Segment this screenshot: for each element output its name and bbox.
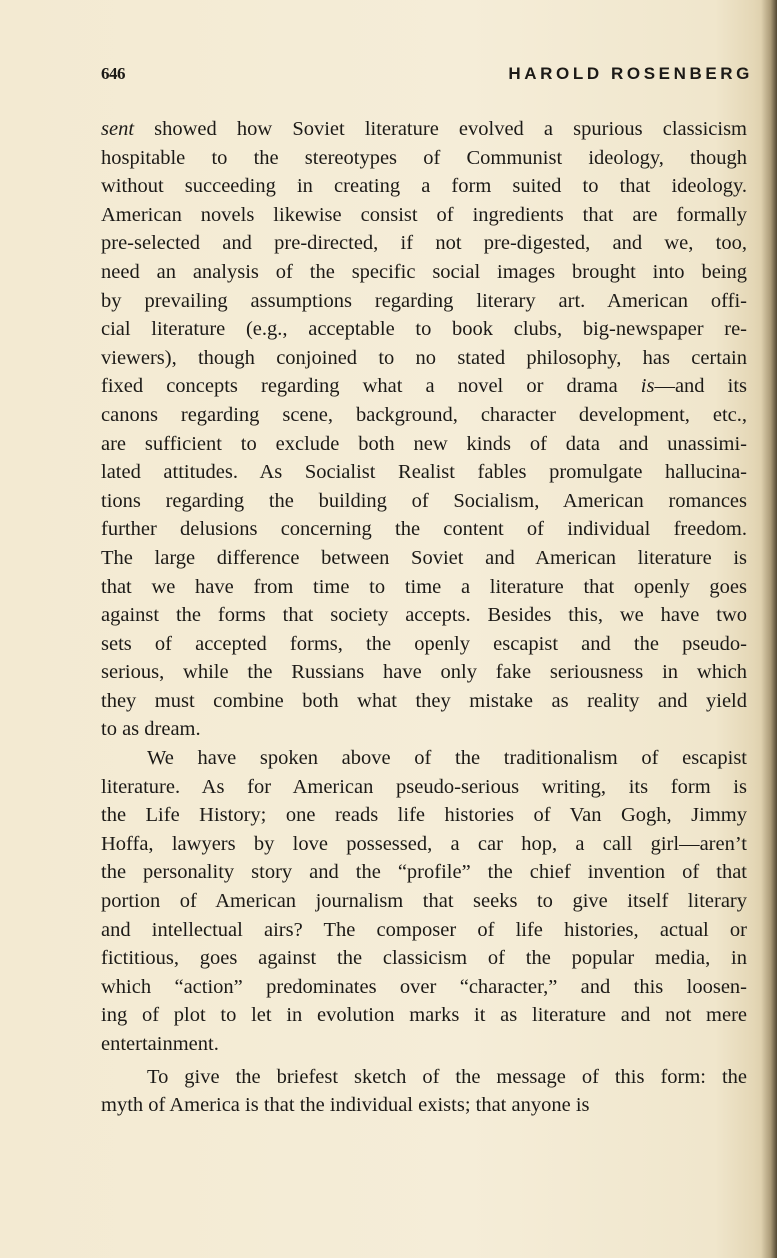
line-text: that we have from time to time a literature that openly goes (101, 575, 747, 598)
line-text: The large difference between Soviet and American literature is (101, 546, 747, 569)
body-text (101, 115, 747, 1120)
text-line (101, 287, 747, 316)
line-text: portion of American journalism that seeks to give itself literary (101, 890, 747, 913)
text-line (101, 715, 747, 744)
line-text: hospitable to the stereotypes of Communist ideology, though (101, 146, 747, 169)
line-text: fictitious, goes against the classicism of the popular media, in (101, 947, 747, 970)
text-line (101, 773, 747, 802)
line-text: further delusions concerning the content of individual freedom. (101, 518, 747, 541)
text-line (101, 115, 747, 144)
line-text: American novels likewise consist of ingredients that are formally (101, 203, 747, 226)
line-text: serious, while the Russians have only fake seriousness in which (101, 661, 747, 684)
text-line (101, 973, 747, 1002)
text-line (101, 344, 747, 373)
running-head: HAROLD ROSENBERG (508, 64, 753, 83)
text-line (101, 430, 747, 459)
line-text: myth of America is that the individual exists; that anyone is (101, 1094, 590, 1117)
text-line (101, 515, 747, 544)
text-line (101, 487, 747, 516)
line-text: by prevailing assumptions regarding literary art. American offi- (101, 289, 747, 312)
text-line (101, 315, 747, 344)
line-text: ing of plot to let in evolution marks it as literature and not mere (101, 1004, 747, 1027)
line-text: sets of accepted forms, the openly escapist and the pseudo- (101, 632, 747, 655)
line-text: lated attitudes. As Socialist Realist fables promulgate hallucina- (101, 461, 747, 484)
line-text: entertainment. (101, 1033, 219, 1055)
line-text: against the forms that society accepts. Besides this, we have two (101, 604, 747, 627)
line-text: they must combine both what they mistake as reality and yield (101, 689, 747, 712)
text-line (101, 744, 747, 773)
line-text: viewers), though conjoined to no stated philosophy, has certain (101, 346, 747, 369)
line-text: are sufficient to exclude both new kinds of data and unassimi- (101, 432, 747, 455)
paragraph (101, 1063, 747, 1120)
text-line (101, 887, 747, 916)
text-line (101, 1001, 747, 1030)
text-line (101, 801, 747, 830)
page-header (101, 62, 753, 90)
text-line (101, 544, 747, 573)
text-line (101, 1091, 747, 1120)
text-line (101, 601, 747, 630)
text-line (101, 144, 747, 173)
italic-word: is (640, 375, 655, 398)
text-line (101, 858, 747, 887)
line-text: We have spoken above of the traditionalism of escapist (147, 747, 747, 770)
italic-word: sent (101, 118, 135, 140)
text-line (101, 172, 747, 201)
line-text: need an analysis of the specific social images brought into being (101, 260, 747, 283)
text-line (101, 1030, 747, 1059)
line-text: the personality story and the “profile” the chief invention of that (101, 861, 747, 884)
line-text: and intellectual airs? The composer of life histories, actual or (101, 918, 747, 941)
text-line (101, 658, 747, 687)
text-line (101, 830, 747, 859)
line-text: without succeeding in creating a form suited to that ideology. (101, 175, 747, 198)
paragraph (101, 744, 747, 1059)
page-gutter-shadow (761, 0, 777, 1258)
line-text: cial literature (e.g., acceptable to book clubs, big-newspaper re- (101, 318, 747, 341)
text-line (101, 201, 747, 230)
text-line (101, 687, 747, 716)
line-text: To give the briefest sketch of the message of this form: the (147, 1065, 747, 1088)
line-text: tions regarding the building of Socialism, American romances (101, 489, 747, 512)
line-text: which “action” predominates over “character,” and this loosen- (101, 975, 747, 998)
text-line (101, 372, 747, 401)
line-text: literature. As for American pseudo-serious writing, its form is (101, 775, 747, 798)
line-text: canons regarding scene, background, character development, etc., (101, 403, 747, 426)
line-text: showed how Soviet literature evolved a spurious classicism (134, 118, 747, 140)
text-line (101, 916, 747, 945)
text-line (101, 630, 747, 659)
text-line (101, 944, 747, 973)
line-text: fixed concepts regarding what a novel or drama (101, 375, 641, 398)
line-text: Hoffa, lawyers by love possessed, a car hop, a call girl—aren’t (101, 832, 747, 855)
text-line (101, 258, 747, 287)
paragraph (101, 115, 747, 744)
line-text: to as dream. (101, 718, 201, 741)
line-text-tail: —and its (654, 375, 747, 398)
text-line (101, 573, 747, 602)
line-text: pre-selected and pre-directed, if not pre-digested, and we, too, (101, 232, 747, 255)
page-number: 646 (101, 64, 125, 83)
text-line (101, 1063, 747, 1092)
text-line (101, 401, 747, 430)
text-line (101, 458, 747, 487)
text-line (101, 229, 747, 258)
line-text: the Life History; one reads life histories of Van Gogh, Jimmy (101, 804, 747, 827)
